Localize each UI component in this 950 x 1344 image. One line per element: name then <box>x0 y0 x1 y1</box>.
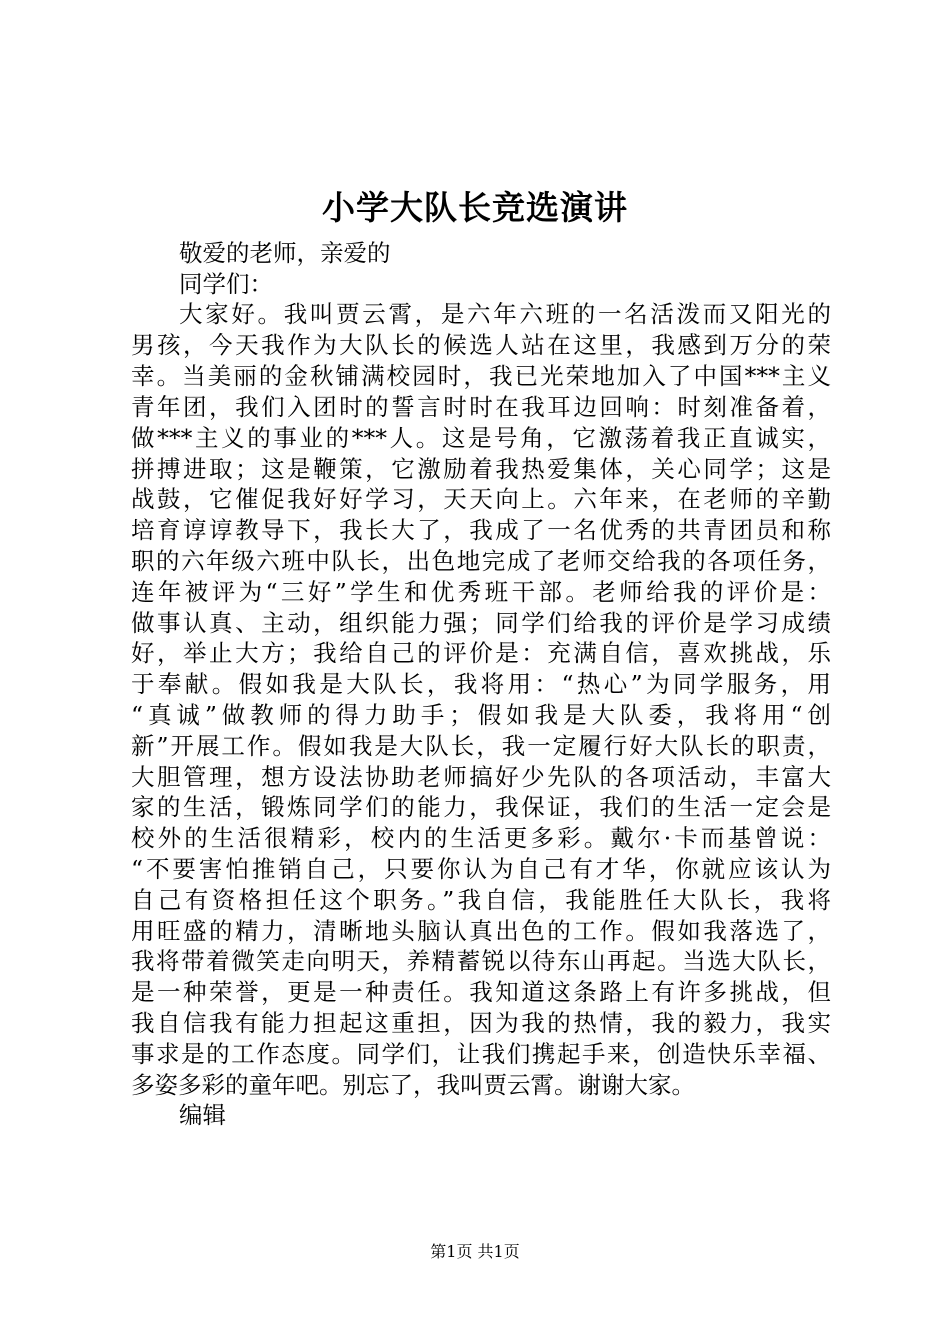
salutation-line-1: 敬爱的老师，亲爱的 <box>179 239 391 267</box>
body-line: 用旺盛的精力，清晰地头脑认真出色的工作。假如我落选了， <box>131 917 831 945</box>
body-line: 男孩，今天我作为大队长的候选人站在这里，我感到万分的荣 <box>131 331 831 359</box>
body-line: 校外的生活很精彩，校内的生活更多彩。戴尔·卡而基曾说： <box>131 824 831 852</box>
body-line: 自己有资格担任这个职务。”我自信，我能胜任大队长，我将 <box>131 886 831 914</box>
body-line: 好，举止大方；我给自己的评价是：充满自信，喜欢挑战，乐 <box>131 639 831 667</box>
body-line: 我将带着微笑走向明天，养精蓄锐以待东山再起。当选大队长， <box>131 947 831 975</box>
body-line: 我自信我有能力担起这重担，因为我的热情，我的毅力，我实 <box>131 1009 831 1037</box>
body-line: 大家好。我叫贾云霄，是六年六班的一名活泼而又阳光的 <box>179 300 831 328</box>
body-line: 家的生活，锻炼同学们的能力，我保证，我们的生活一定会是 <box>131 793 831 821</box>
body-line: 战鼓，它催促我好好学习，天天向上。六年来，在老师的辛勤 <box>131 485 831 513</box>
page-footer: 第1页 共1页 <box>430 1242 520 1261</box>
body-line: 幸。当美丽的金秋铺满校园时，我已光荣地加入了中国***主义 <box>131 362 831 390</box>
body-line: 培育谆谆教导下，我长大了，我成了一名优秀的共青团员和称 <box>131 516 831 544</box>
closing-line: 编辑 <box>179 1101 226 1129</box>
body-line: 拼搏进取；这是鞭策，它激励着我热爱集体，关心同学；这是 <box>131 455 831 483</box>
body-line: 于奉献。假如我是大队长，我将用：“热心”为同学服务，用 <box>131 670 831 698</box>
body-line: 职的六年级六班中队长，出色地完成了老师交给我的各项任务， <box>131 547 831 575</box>
salutation-line-2: 同学们： <box>179 270 273 298</box>
body-line: 新”开展工作。假如我是大队长，我一定履行好大队长的职责， <box>131 732 831 760</box>
body-line: 做事认真、主动，组织能力强；同学们给我的评价是学习成绩 <box>131 609 831 637</box>
body-line: “真诚”做教师的得力助手；假如我是大队委，我将用“创 <box>131 701 831 729</box>
body-line: 大胆管理，想方设法协助老师搞好少先队的各项活动，丰富大 <box>131 763 831 791</box>
body-line: 事求是的工作态度。同学们，让我们携起手来，创造快乐幸福、 <box>131 1040 831 1068</box>
body-line: 做***主义的事业的***人。这是号角，它激荡着我正直诚实， <box>131 424 831 452</box>
body-line: 连年被评为“三好”学生和优秀班干部。老师给我的评价是： <box>131 578 831 606</box>
body-line: 青年团，我们入团时的誓言时时在我耳边回响：时刻准备着， <box>131 393 831 421</box>
body-line: “不要害怕推销自己，只要你认为自己有才华，你就应该认为 <box>131 855 831 883</box>
document-title: 小学大队长竞选演讲 <box>322 188 628 227</box>
body-line: 是一种荣誉，更是一种责任。我知道这条路上有许多挑战，但 <box>131 978 831 1006</box>
body-line: 多姿多彩的童年吧。别忘了，我叫贾云霄。谢谢大家。 <box>131 1071 695 1099</box>
